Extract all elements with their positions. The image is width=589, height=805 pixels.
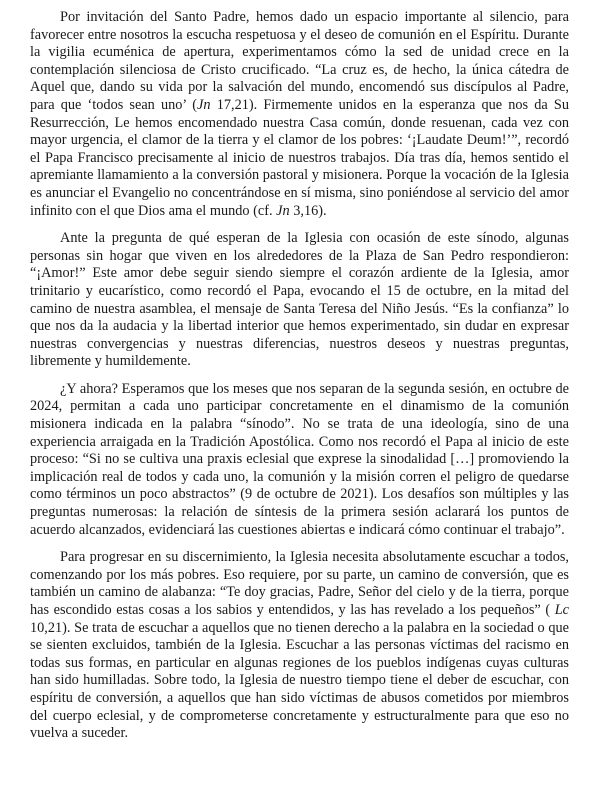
text-run: 3,16). <box>289 202 327 219</box>
text-run: 17,21). Firmemente unidos en la esperanza que nos da Su Resurrección, Le hemos encomendado nuestra Casa común, donde resuenan, cada vez con mayor urgencia, el clamor de la tierra y el clamor de los pobres: ‘¡Laudate Deum!’”, recordó el Papa Francisco precisamente al inicio de nuestros trabajos. Día tras día, hemos sentido el apremiante llamamiento a la conversión pastoral y misionera. Porque la vocación de la Iglesia es anunciar el Evangelio no concentrándose en sí misma, sino poniéndose al servicio del amor infinito con el que Dios ama el mundo (cf. <box>30 96 570 219</box>
text-run: ¿Y ahora? Esperamos que los meses que nos separan de la segunda sesión, en octubre de 2024, permitan a cada uno participar concretamente en el dinamismo de la comunión misionera indicada en la palabra “sínodo”. No se trata de una ideología, sino de una experiencia arraigada en la Tradición Apostólica. Como nos recordó el Papa al inicio de este proceso: “Si no se cultiva una praxis eclesial que exprese la sinodalidad […] promoviendo la implicación real de todos y cada uno, la comunión y la misión corren el peligro de quedarse como términos un poco abstractos” (9 de octubre de 2021). Los desafíos son múltiples y las preguntas numerosas: la relación de síntesis de la primera sesión aclarará los puntos de acuerdo alcanzados, evidenciará las cuestiones abiertas e indicará cómo continuar el trabajo”. <box>30 380 569 538</box>
scripture-abbrev: Jn <box>197 96 211 113</box>
text-run: 10,21). Se trata de escuchar a aquellos que no tienen derecho a la palabra en la sociedad o que se sienten excluidos, también de la Iglesia. Escuchar a las personas víctimas del racismo en todas sus formas, en particular en algunas regiones de los pueblos indígenas cuyas culturas han sido humilladas. Sobre todo, la Iglesia de nuestro tiempo tiene el deber de escuchar, con espíritu de conversión, a aquellos que han sido víctimas de abusos cometidos por miembros del cuerpo eclesial, y de comprometerse concretamente y estructuralmente para que eso no vuelva a suceder. <box>30 619 569 742</box>
paragraph-escuchar <box>30 549 569 743</box>
text-run: Ante la pregunta de qué esperan de la Iglesia con ocasión de este sínodo, algunas personas sin hogar que viven en los alrededores de la Plaza de San Pedro respondieron: “¡Amor!” Este amor debe seguir siendo siempre el corazón ardiente de la Iglesia, amor trinitario y eucarístico, como recordó el Papa, evocando el 15 de octubre, en la mitad del camino de nuestra asamblea, el mensaje de Santa Teresa del Niño Jesús. “Es la confianza” lo que nos da la audacia y la libertad interior que hemos experimentado, sin dudar en expresar nuestras convergencias y nuestras diferencias, nuestros deseos y nuestras preguntas, libremente y humildemente. <box>30 230 569 370</box>
paragraph-y-ahora <box>30 381 569 539</box>
scripture-abbrev: Lc <box>554 602 569 618</box>
scripture-abbrev: Jn <box>276 202 290 219</box>
paragraph-amor <box>30 230 569 371</box>
paragraph-silencio <box>30 9 569 220</box>
text-run: Para progresar en su discernimiento, la Iglesia necesita absolutamente escuchar a todos, comenzando por los más pobres. Eso requiere, por su parte, un camino de conversión, que es también un camino de alabanza: “Te doy gracias, Padre, Señor del cielo y de la tierra, porque has escondido estas cosas a los sabios y entendidos, y las has revelado a los pequeños” ( <box>30 549 569 618</box>
text-run: Por invitación del Santo Padre, hemos dado un espacio importante al silencio, para favorecer entre nosotros la escucha respetuosa y el deseo de comunión en el Espíritu. Durante la vigilia ecuménica de apertura, experimentamos cómo la sed de unidad crece en la contemplación silenciosa de Cristo crucificado. “La cruz es, de hecho, la única cátedra de Aquel que, dando su vida por la salvación del mundo, encomendó sus discípulos al Padre, para que ‘todos sean uno’ ( <box>30 9 569 113</box>
